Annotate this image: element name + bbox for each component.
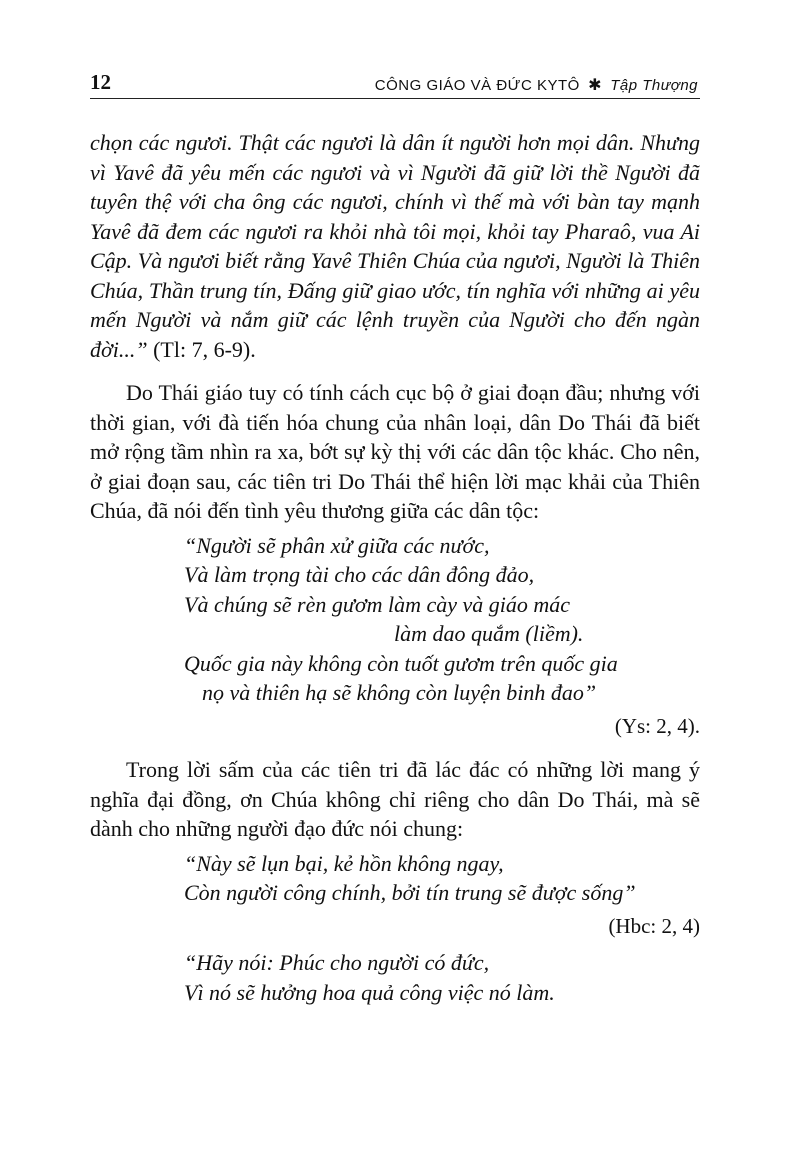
quote-reference: (Tl: 7, 6-9). bbox=[147, 336, 256, 362]
body-paragraph-2: Trong lời sấm của các tiên tri đã lác đác có những lời mang ý nghĩa đại đồng, ơn Chúa không chỉ riêng cho dân Do Thái, mà sẽ dành cho những người đạo đức nói chung: bbox=[90, 757, 700, 841]
habakkuk-verse bbox=[90, 849, 700, 942]
page-number: 12 bbox=[90, 70, 111, 94]
verse-line: nọ và thiên hạ sẽ không còn luyện binh đao” bbox=[202, 680, 597, 705]
running-title bbox=[375, 75, 698, 95]
quote-text: chọn các ngươi. Thật các ngươi là dân ít người hơn mọi dân. Nhưng vì Yavê đã yêu mến các ngươi và vì Người đã giữ lời thề Người đã tuyên thệ với cha ông các ngươi, chính vì thế mà với bàn tay mạnh Yavê đã đem các ngươi ra khỏi nhà tôi mọi, khỏi tay Pharaô, vua Ai Cập. Và ngươi biết rằng Yavê Thiên Chúa của ngươi, Người là Thiên Chúa, Thần trung tín, Đấng giữ giao ước, tín nghĩa với những ai yêu mến Người và nắm giữ các lệnh truyền của Người cho đến ngàn đời...” bbox=[90, 130, 700, 362]
scripture-quote-continuation bbox=[90, 128, 700, 364]
book-title: CÔNG GIÁO VÀ ĐỨC KYTÔ bbox=[374, 77, 580, 94]
blessing-verse bbox=[90, 948, 700, 1007]
verse-line: Vì nó sẽ hưởng hoa quả công việc nó làm. bbox=[184, 979, 555, 1005]
volume-title: Tập Thượng bbox=[610, 77, 698, 94]
verse-line: làm dao quắm (liềm). bbox=[394, 621, 584, 646]
verse-line: Quốc gia này không còn tuốt gươm trên quốc gia bbox=[184, 650, 618, 676]
verse-line: “Hãy nói: Phúc cho người có đức, bbox=[184, 950, 490, 975]
verse-line: Và chúng sẽ rèn gươm làm cày và giáo mác bbox=[184, 591, 571, 617]
asterisk-ornament-icon: ✱ bbox=[588, 75, 602, 94]
verse-reference: (Ys: 2, 4). bbox=[614, 713, 700, 738]
body-paragraph-1: Do Thái giáo tuy có tính cách cục bộ ở giai đoạn đầu; nhưng với thời gian, với đà tiến hóa chung của nhân loại, dân Do Thái đã biết mở rộng tầm nhìn ra xa, bớt sự kỳ thị với các dân tộc khác. Cho nên, ở giai đoạn sau, các tiên tri Do Thái thể hiện lời mạc khải của Thiên Chúa, đã nói đến tình yêu thương giữa các dân tộc: bbox=[90, 380, 700, 523]
verse-line: “Người sẽ phân xử giữa các nước, bbox=[184, 532, 490, 558]
verse-reference: (Hbc: 2, 4) bbox=[608, 913, 700, 938]
page-body bbox=[90, 128, 700, 1007]
isaiah-verse bbox=[90, 531, 700, 742]
verse-line: “Này sẽ lụn bại, kẻ hồn không ngay, bbox=[184, 850, 504, 876]
verse-line: Và làm trọng tài cho các dân đông đảo, bbox=[184, 562, 535, 587]
verse-line: Còn người công chính, bởi tín trung sẽ được sống” bbox=[184, 880, 636, 905]
running-header bbox=[90, 68, 700, 99]
